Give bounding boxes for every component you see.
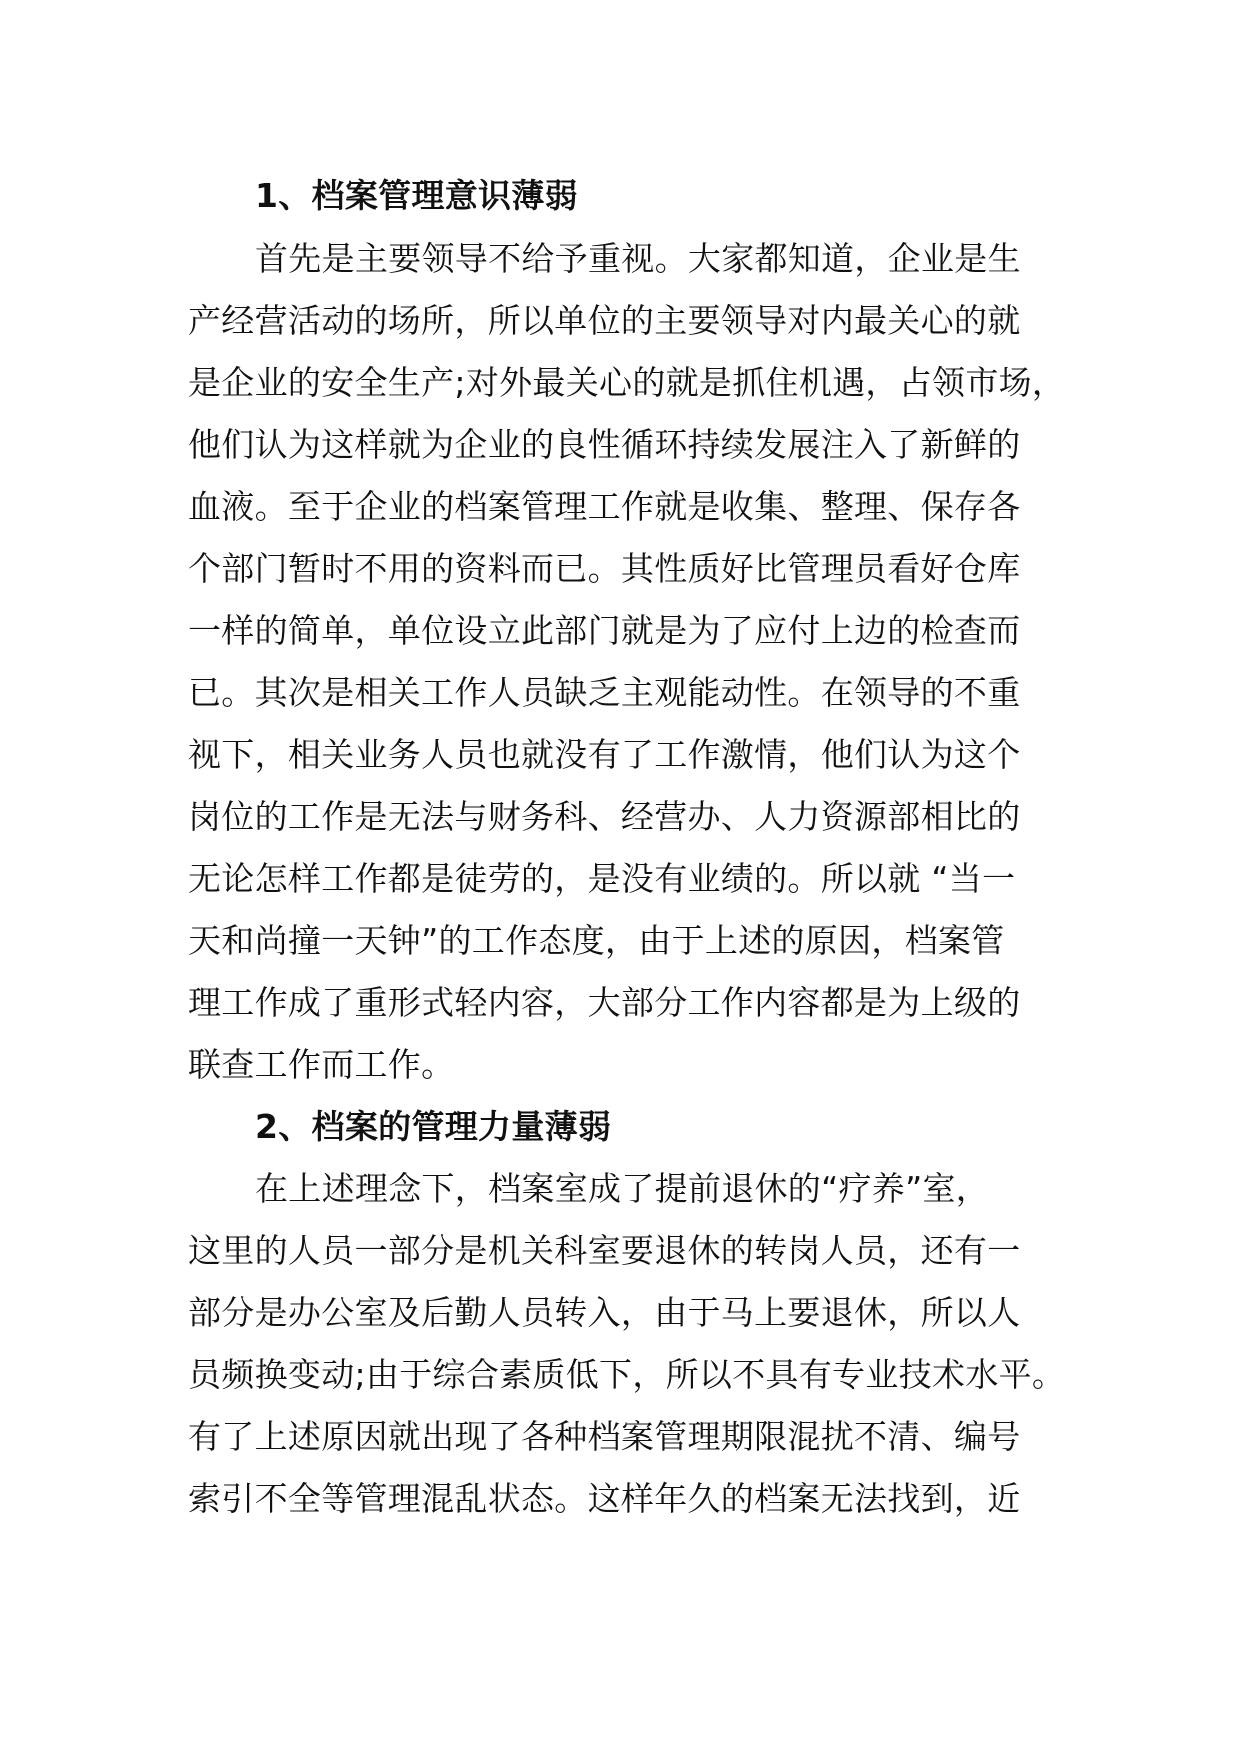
paragraph-line: 员频换变动;由于综合素质低下，所以不具有专业技术水平。 bbox=[188, 1355, 1066, 1394]
section-heading-1: 1、档案管理意识薄弱 bbox=[255, 176, 578, 215]
paragraph-line: 理工作成了重形式轻内容，大部分工作内容都是为上级的 bbox=[188, 983, 1021, 1022]
paragraph-line: 部分是办公室及后勤人员转入，由于马上要退休，所以人 bbox=[188, 1293, 1021, 1332]
paragraph-line: 无论怎样工作都是徒劳的，是没有业绩的。所以就 “当一 bbox=[188, 859, 1016, 898]
paragraph-line: 血液。至于企业的档案管理工作就是收集、整理、保存各 bbox=[188, 487, 1021, 526]
paragraph-line: 联查工作而工作。 bbox=[188, 1045, 455, 1084]
paragraph-line: 是企业的安全生产;对外最关心的就是抓住机遇，占领市场， bbox=[188, 363, 1066, 402]
paragraph-line: 这里的人员一部分是机关科室要退休的转岗人员，还有一 bbox=[188, 1231, 1021, 1270]
paragraph-line: 一样的简单，单位设立此部门就是为了应付上边的检查而 bbox=[188, 611, 1021, 650]
paragraph-line: 他们认为这样就为企业的良性循环持续发展注入了新鲜的 bbox=[188, 425, 1021, 464]
paragraph-line: 岗位的工作是无法与财务科、经营办、人力资源部相比的 bbox=[188, 797, 1021, 836]
paragraph-line: 视下，相关业务人员也就没有了工作激情，他们认为这个 bbox=[188, 735, 1021, 774]
paragraph-line: 首先是主要领导不给予重视。大家都知道，企业是生 bbox=[255, 239, 1021, 278]
paragraph-line: 产经营活动的场所，所以单位的主要领导对内最关心的就 bbox=[188, 301, 1021, 340]
paragraph-line: 索引不全等管理混乱状态。这样年久的档案无法找到，近 bbox=[188, 1479, 1021, 1518]
paragraph-line: 天和尚撞一天钟”的工作态度，由于上述的原因，档案管 bbox=[188, 921, 1005, 960]
section-heading-2: 2、档案的管理力量薄弱 bbox=[255, 1107, 612, 1146]
paragraph-line: 已。其次是相关工作人员缺乏主观能动性。在领导的不重 bbox=[188, 673, 1021, 712]
paragraph-line: 有了上述原因就出现了各种档案管理期限混扰不清、编号 bbox=[188, 1417, 1021, 1456]
paragraph-line: 在上述理念下，档案室成了提前退休的“疗养”室， bbox=[255, 1169, 990, 1208]
paragraph-line: 个部门暂时不用的资料而已。其性质好比管理员看好仓库 bbox=[188, 549, 1021, 588]
